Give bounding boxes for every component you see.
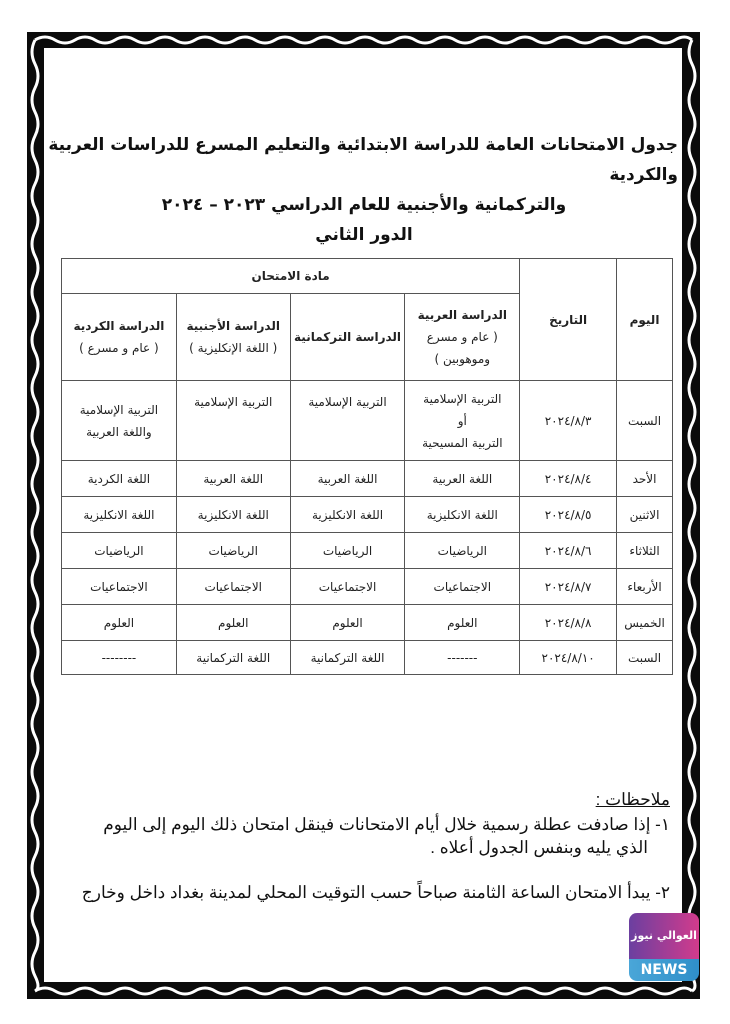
cell-kurdish: -------- bbox=[62, 641, 177, 675]
cell-foreign: اللغة العربية bbox=[176, 461, 290, 497]
logo-text: العوالي نيوز bbox=[629, 913, 699, 959]
cell-date: ٢٠٢٤/٨/٥ bbox=[520, 497, 617, 533]
header-day: اليوم bbox=[617, 259, 673, 381]
cell-day: السبت bbox=[617, 381, 673, 461]
cell-day: الاثنين bbox=[617, 497, 673, 533]
cell-turkmen: العلوم bbox=[290, 605, 405, 641]
document-page bbox=[44, 48, 682, 982]
cell-kurdish: اللغة الكردية bbox=[62, 461, 177, 497]
note-1-line-2: الذي يليه وبنفس الجدول أعلاه . bbox=[430, 838, 648, 857]
cell-kurdish: العلوم bbox=[62, 605, 177, 641]
cell-arabic: الاجتماعيات bbox=[405, 569, 520, 605]
cell-arabic: ------- bbox=[405, 641, 520, 675]
cell-turkmen: اللغة التركمانية bbox=[290, 641, 405, 675]
cell-foreign: اللغة التركمانية bbox=[176, 641, 290, 675]
cell-foreign: العلوم bbox=[176, 605, 290, 641]
header-kurdish-study: الدراسة الكردية ( عام و مسرع ) bbox=[62, 294, 177, 381]
cell-arabic: الرياضيات bbox=[405, 533, 520, 569]
logo-news-label: NEWS bbox=[629, 959, 699, 981]
cell-foreign: التربية الإسلامية bbox=[176, 381, 290, 461]
cell-day: الثلاثاء bbox=[617, 533, 673, 569]
exam-schedule-table bbox=[61, 258, 673, 675]
cell-date: ٢٠٢٤/٨/٧ bbox=[520, 569, 617, 605]
news-watermark-logo bbox=[629, 913, 699, 981]
cell-day: الأحد bbox=[617, 461, 673, 497]
cell-kurdish: التربية الإسلامية واللغة العربية bbox=[62, 381, 177, 461]
cell-kurdish: الرياضيات bbox=[62, 533, 177, 569]
cell-date: ٢٠٢٤/٨/٨ bbox=[520, 605, 617, 641]
cell-day: الأربعاء bbox=[617, 569, 673, 605]
cell-turkmen: اللغة العربية bbox=[290, 461, 405, 497]
cell-foreign: الرياضيات bbox=[176, 533, 290, 569]
cell-arabic: التربية الإسلامية أو التربية المسيحية bbox=[405, 381, 520, 461]
cell-turkmen: الاجتماعيات bbox=[290, 569, 405, 605]
note-2-line-2 bbox=[70, 904, 670, 927]
table-row bbox=[62, 641, 673, 675]
cell-arabic: اللغة العربية bbox=[405, 461, 520, 497]
table-row bbox=[62, 569, 673, 605]
cell-day: الخميس bbox=[617, 605, 673, 641]
document-title bbox=[44, 130, 684, 250]
cell-date: ٢٠٢٤/٨/١٠ bbox=[520, 641, 617, 675]
cell-turkmen: اللغة الانكليزية bbox=[290, 497, 405, 533]
notes-section bbox=[70, 788, 670, 927]
title-line-2: والتركمانية والأجنبية للعام الدراسي ٢٠٢٣ – ٢٠٢٤ bbox=[161, 195, 567, 215]
cell-date: ٢٠٢٤/٨/٤ bbox=[520, 461, 617, 497]
title-line-1: جدول الامتحانات العامة للدراسة الابتدائية والتعليم المسرع للدراسات العربية والكردية bbox=[48, 135, 678, 185]
header-foreign-study: الدراسة الأجنبية ( اللغة الإنكليزية ) bbox=[176, 294, 290, 381]
header-arabic-study: الدراسة العربية ( عام و مسرع وموهوبين ) bbox=[405, 294, 520, 381]
cell-kurdish: الاجتماعيات bbox=[62, 569, 177, 605]
header-row-1 bbox=[62, 259, 673, 294]
table-row bbox=[62, 497, 673, 533]
table-row bbox=[62, 605, 673, 641]
cell-kurdish: اللغة الانكليزية bbox=[62, 497, 177, 533]
header-date: التاريخ bbox=[520, 259, 617, 381]
cell-foreign: اللغة الانكليزية bbox=[176, 497, 290, 533]
title-line-3: الدور الثاني bbox=[315, 225, 413, 245]
cell-arabic: اللغة الانكليزية bbox=[405, 497, 520, 533]
cell-date: ٢٠٢٤/٨/٣ bbox=[520, 381, 617, 461]
header-turkmen-study: الدراسة التركمانية bbox=[290, 294, 405, 381]
cell-turkmen: التربية الإسلامية bbox=[290, 381, 405, 461]
cell-turkmen: الرياضيات bbox=[290, 533, 405, 569]
cell-arabic: العلوم bbox=[405, 605, 520, 641]
table-row bbox=[62, 381, 673, 461]
cell-date: ٢٠٢٤/٨/٦ bbox=[520, 533, 617, 569]
note-2-line-1: ٢- يبدأ الامتحان الساعة الثامنة صباحاً حسب التوقيت المحلي لمدينة بغداد داخل وخارج bbox=[81, 883, 670, 902]
cell-foreign: الاجتماعيات bbox=[176, 569, 290, 605]
header-subject-group: مادة الامتحان bbox=[62, 259, 520, 294]
table-row bbox=[62, 461, 673, 497]
notes-heading: ملاحظات : bbox=[595, 790, 670, 809]
cell-day: السبت bbox=[617, 641, 673, 675]
note-1-line-1: ١- إذا صادفت عطلة رسمية خلال أيام الامتحانات فينقل امتحان ذلك اليوم إلى اليوم bbox=[103, 815, 670, 834]
table-row bbox=[62, 533, 673, 569]
